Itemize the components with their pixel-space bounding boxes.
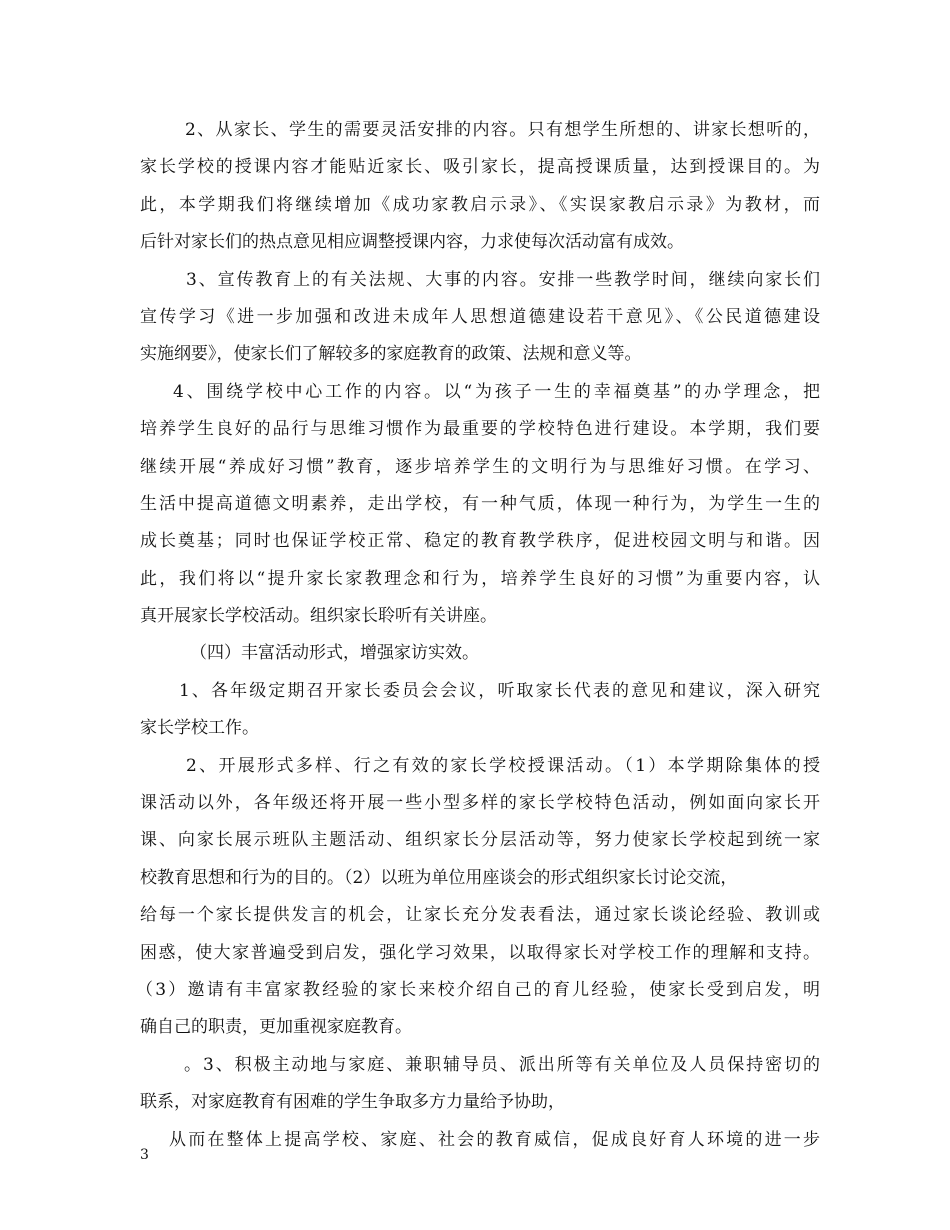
text-line: 此，本学期我们将继续增加《成功家教启示录》、《实误家教启示录》为教材，而 xyxy=(140,194,820,215)
text-line: 从而在整体上提高学校、家庭、社会的教育威信，促成良好育人环境的进一步 xyxy=(169,1129,820,1150)
text-line: 2、开展形式多样、行之有效的家长学校授课活动。（1）本学期除集体的授 xyxy=(186,755,820,776)
text-line: 后针对家长们的热点意见相应调整授课内容，力求使每次活动富有成效。 xyxy=(140,232,684,253)
text-line: 4、围绕学校中心工作的内容。以“为孩子一生的幸福奠基”的办学理念，把 xyxy=(173,381,820,402)
text-line: 课、向家长展示班队主题活动、组织家长分层活动等，努力使家长学校起到统一家 xyxy=(140,830,820,851)
document-body xyxy=(136,112,820,1159)
text-line: 课活动以外，各年级还将开展一些小型多样的家长学校特色活动，例如面向家长开 xyxy=(140,793,820,814)
text-line: 校教育思想和行为的目的。（2）以班为单位用座谈会的形式组织家长讨论交流， xyxy=(140,867,738,888)
text-line: 困惑，使大家普遍受到启发，强化学习效果，以取得家长对学校工作的理解和支持。 xyxy=(140,942,820,963)
page-number: 3 xyxy=(140,1147,149,1163)
text-line: 生活中提高道德文明素养，走出学校，有一种气质，体现一种行为，为学生一生的 xyxy=(140,493,820,514)
text-line: 确自己的职责，更加重视家庭教育。 xyxy=(140,1017,412,1038)
text-line: 。3、积极主动地与家庭、兼职辅导员、派出所等有关单位及人员保持密切的 xyxy=(184,1054,820,1075)
text-line: 家长学校的授课内容才能贴近家长、吸引家长，提高授课质量，达到授课目的。为 xyxy=(140,157,820,178)
text-line: 给每一个家长提供发言的机会，让家长充分发表看法，通过家长谈论经验、教训或 xyxy=(140,905,820,926)
text-line: 家长学校工作。 xyxy=(140,718,259,739)
text-line: 3、宣传教育上的有关法规、大事的内容。安排一些教学时间，继续向家长们 xyxy=(186,269,820,290)
text-line: 成长奠基；同时也保证学校正常、稳定的教育教学秩序，促进校园文明与和谐。因 xyxy=(140,531,820,552)
text-line: 2、从家长、学生的需要灵活安排的内容。只有想学生所想的、讲家长想听的， xyxy=(185,120,820,140)
text-line: 培养学生良好的品行与思维习惯作为最重要的学校特色进行建设。本学期，我们要 xyxy=(140,419,820,440)
text-line: 宣传学习《进一步加强和改进未成年人思想道德建设若干意见》、《公民道德建设 xyxy=(140,306,820,327)
text-line: 此，我们将以“提升家长家教理念和行为，培养学生良好的习惯”为重要内容，认 xyxy=(140,568,820,589)
text-line: 联系，对家庭教育有困难的学生争取多方力量给予协助， xyxy=(140,1092,565,1113)
text-line: 1、各年级定期召开家长委员会会议，听取家长代表的意见和建议，深入研究 xyxy=(179,680,820,701)
text-line: 实施纲要》，使家长们了解较多的家庭教育的政策、法规和意义等。 xyxy=(140,344,642,365)
text-line: （3）邀请有丰富家教经验的家长来校介绍自己的育儿经验，使家长受到启发，明 xyxy=(136,979,820,1000)
text-line: 继续开展“养成好习惯”教育，逐步培养学生的文明行为与思维好习惯。在学习、 xyxy=(140,456,820,477)
section-heading: （四）丰富活动形式，增强家访实效。 xyxy=(190,643,479,664)
text-line: 真开展家长学校活动。组织家长聆听有关讲座。 xyxy=(140,606,497,627)
